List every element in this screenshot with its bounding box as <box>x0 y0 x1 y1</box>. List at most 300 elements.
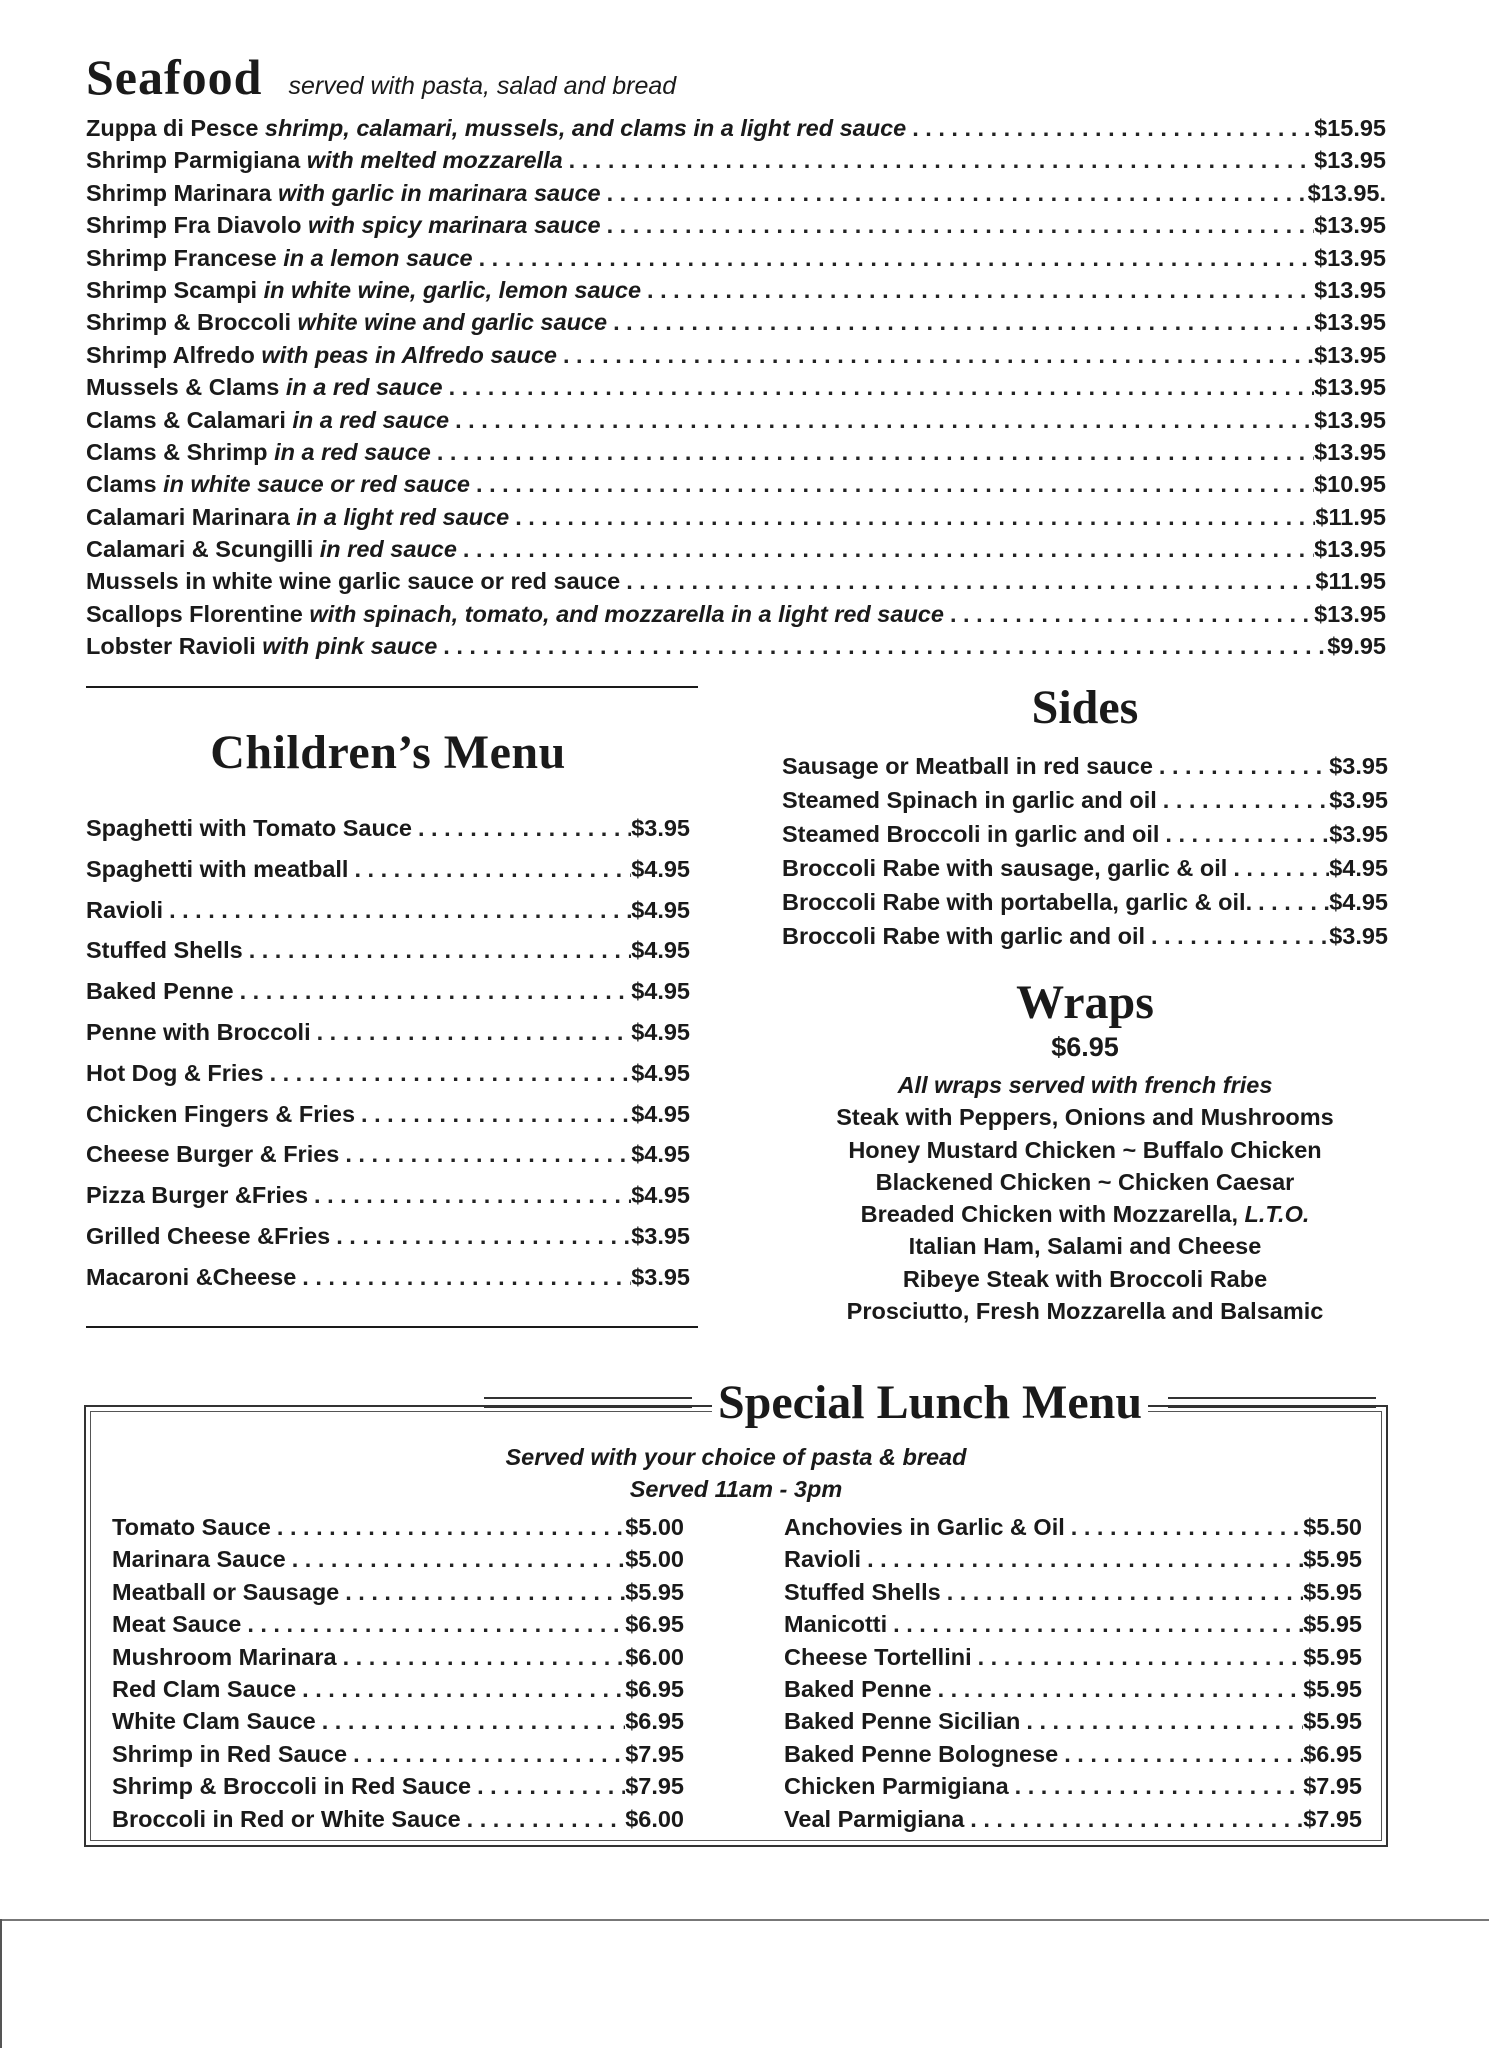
leader-dots <box>906 112 1314 144</box>
menu-item-name-group <box>86 306 607 338</box>
menu-item-name-group <box>784 1738 1058 1770</box>
menu-item-price: $5.00 <box>625 1546 684 1573</box>
menu-item-price: $3.95 <box>631 815 690 841</box>
menu-item-price: $10.95 <box>1314 471 1386 498</box>
menu-item-description: with melted mozzarella <box>306 147 563 174</box>
menu-item-description: in a red sauce <box>292 406 450 433</box>
menu-item-name-group <box>782 885 1252 919</box>
menu-item-name: Ravioli <box>86 896 164 923</box>
menu-item-description: in a red sauce <box>274 438 431 465</box>
menu-item-price: $13.95 <box>1314 244 1386 271</box>
lunch-header-rule-right <box>1168 1397 1376 1408</box>
menu-item-name: Red Clam Sauce <box>112 1675 297 1702</box>
leader-dots <box>1157 783 1329 817</box>
menu-item-name-group <box>86 112 906 144</box>
menu-item-price: $13.95 <box>1314 536 1386 563</box>
wrap-item-lto: L.T.O. <box>1244 1201 1310 1228</box>
menu-item-price: $4.95 <box>631 978 690 1005</box>
menu-item <box>784 1770 1362 1802</box>
menu-item-price: $4.95 <box>631 1018 690 1045</box>
menu-item-price: $3.95 <box>631 1222 690 1249</box>
menu-item-name: Spaghetti with meatball <box>86 855 349 882</box>
childrens-menu-list <box>86 808 690 1298</box>
menu-item-name: Broccoli in Red or White Sauce <box>112 1805 461 1832</box>
menu-item-name-group <box>782 851 1227 885</box>
menu-item <box>86 930 690 971</box>
menu-item-price: $5.50 <box>1303 1514 1362 1540</box>
menu-item <box>782 885 1388 919</box>
menu-item-price: $4.95 <box>1329 889 1388 915</box>
menu-item-price: $6.95 <box>625 1675 684 1702</box>
menu-item <box>86 404 1386 436</box>
menu-item-description: with pink sauce <box>262 633 438 660</box>
menu-item <box>86 209 1386 241</box>
menu-item-price: $13.95 <box>1314 212 1386 239</box>
menu-item <box>112 1738 684 1770</box>
menu-item-description: in a light red sauce <box>296 503 510 530</box>
menu-item-price: $3.95 <box>1329 753 1388 779</box>
sides-title: Sides <box>1031 681 1139 734</box>
sides-list <box>782 749 1388 953</box>
menu-item-name: Broccoli Rabe with portabella, garlic & oil. <box>782 889 1253 915</box>
menu-item <box>86 533 1386 565</box>
lunch-title: Special Lunch Menu <box>712 1375 1148 1430</box>
menu-item-price: $13.95 <box>1314 374 1386 401</box>
menu-item-name: Shrimp & Broccoli in Red Sauce <box>112 1773 472 1800</box>
menu-item-name-group <box>86 1257 296 1298</box>
menu-item-price: $4.95 <box>631 896 690 923</box>
leader-dots <box>964 1803 1303 1835</box>
menu-item <box>784 1576 1362 1608</box>
leader-dots <box>1227 851 1329 885</box>
leader-dots <box>264 1053 632 1094</box>
menu-item-name-group <box>782 817 1159 851</box>
leader-dots <box>563 144 1314 176</box>
menu-item <box>784 1543 1362 1575</box>
menu-item <box>784 1738 1362 1770</box>
menu-item-price: $3.95 <box>1329 821 1388 847</box>
leader-dots <box>443 371 1315 403</box>
menu-item <box>112 1511 684 1543</box>
leader-dots <box>412 808 631 849</box>
wrap-item-text: Breaded Chicken with Mozzarella, <box>860 1201 1239 1228</box>
menu-item <box>112 1803 684 1835</box>
menu-item-name: Pizza Burger &Fries <box>86 1182 309 1209</box>
leader-dots <box>1153 749 1329 783</box>
menu-item-name-group <box>784 1608 887 1640</box>
menu-item-name: White Clam Sauce <box>112 1708 316 1735</box>
menu-item-name: Meatball or Sausage <box>112 1578 340 1605</box>
menu-item <box>86 177 1386 209</box>
lunch-subtitle-line2: Served 11am - 3pm <box>629 1476 843 1502</box>
wrap-item: Blackened Chicken ~ Chicken Caesar <box>875 1168 1295 1195</box>
menu-item-name: Cheese Burger & Fries <box>86 1141 340 1168</box>
menu-item-name-group <box>86 371 443 403</box>
leader-dots <box>941 1576 1304 1608</box>
leader-dots <box>234 971 632 1012</box>
menu-item-name: Calamari Marinara <box>86 503 290 530</box>
menu-item-price: $6.95 <box>625 1611 684 1638</box>
menu-item <box>86 371 1386 403</box>
menu-item-price: $6.95 <box>625 1708 684 1735</box>
leader-dots <box>296 1257 631 1298</box>
leader-dots <box>1145 919 1329 953</box>
menu-item <box>784 1673 1362 1705</box>
menu-item <box>784 1511 1362 1543</box>
menu-item-name-group <box>86 1134 339 1175</box>
menu-item-price: $13.95 <box>1314 341 1386 368</box>
menu-item-name: Meat Sauce <box>112 1611 242 1638</box>
menu-item <box>86 808 690 849</box>
leader-dots <box>431 436 1314 468</box>
leader-dots <box>241 1608 625 1640</box>
menu-item-name: Hot Dog & Fries <box>86 1059 264 1086</box>
menu-item-name: Manicotti <box>784 1611 888 1638</box>
leader-dots <box>347 1738 625 1770</box>
leader-dots <box>1159 817 1329 851</box>
menu-item-name-group <box>86 1094 355 1135</box>
menu-item-description: in white sauce or red sauce <box>163 471 471 498</box>
wraps-title: Wraps <box>1016 976 1154 1029</box>
menu-item <box>784 1641 1362 1673</box>
menu-item <box>86 1175 690 1216</box>
menu-item-price: $5.95 <box>1303 1708 1362 1735</box>
menu-item-name: Clams <box>86 471 157 498</box>
menu-item-description: shrimp, calamari, mussels, and clams in a light red sauce <box>264 115 907 141</box>
menu-item-name: Broccoli Rabe with sausage, garlic & oil <box>782 855 1228 881</box>
menu-item <box>86 890 690 931</box>
menu-item-name-group <box>784 1803 964 1835</box>
menu-item <box>86 112 1386 144</box>
seafood-subtitle: served with pasta, salad and bread <box>288 72 677 100</box>
menu-item-name: Tomato Sauce <box>112 1514 271 1540</box>
menu-item-price: $3.95 <box>1329 787 1388 813</box>
menu-item-name: Veal Parmigiana <box>784 1805 965 1832</box>
menu-item-name-group <box>86 565 620 597</box>
leader-dots <box>337 1641 626 1673</box>
leader-dots <box>1252 885 1329 919</box>
menu-item-name: Macaroni &Cheese <box>86 1263 297 1290</box>
menu-item-name-group <box>112 1641 337 1673</box>
menu-item-name-group <box>86 1053 264 1094</box>
leader-dots <box>861 1543 1303 1575</box>
seafood-header <box>86 48 1386 106</box>
menu-item-name-group <box>784 1511 1065 1543</box>
menu-item <box>86 1216 690 1257</box>
wrap-item <box>782 1198 1388 1230</box>
menu-item <box>86 1257 690 1298</box>
menu-item-name-group <box>86 533 457 565</box>
leader-dots <box>437 630 1327 662</box>
menu-item-price: $5.95 <box>1303 1546 1362 1573</box>
menu-item <box>112 1673 684 1705</box>
leader-dots <box>243 930 632 971</box>
leader-dots <box>473 242 1315 274</box>
leader-dots <box>449 404 1314 436</box>
menu-item-name-group <box>784 1543 861 1575</box>
menu-item-price: $5.95 <box>1303 1578 1362 1605</box>
page-left-edge <box>0 1919 2 2048</box>
menu-item <box>782 749 1388 783</box>
menu-item-price: $4.95 <box>631 1059 690 1086</box>
menu-item-name: Sausage or Meatball in red sauce <box>782 753 1153 779</box>
lunch-header <box>84 1375 1388 1430</box>
menu-item-price: $13.95 <box>1314 147 1386 174</box>
menu-item-price: $6.95 <box>1303 1740 1362 1767</box>
leader-dots <box>932 1673 1304 1705</box>
menu-item <box>112 1543 684 1575</box>
menu-item <box>86 565 1386 597</box>
menu-item-name: Shrimp Parmigiana <box>86 147 301 174</box>
menu-item-name: Ravioli <box>784 1546 862 1573</box>
sides-section <box>782 680 1388 953</box>
menu-item-name-group <box>86 177 601 209</box>
menu-item-price: $13.95 <box>1314 600 1386 627</box>
seafood-section <box>86 48 1386 663</box>
divider-children-bottom <box>86 1326 698 1328</box>
menu-item-name: Anchovies in Garlic & Oil <box>784 1514 1065 1540</box>
menu-item-name-group <box>112 1608 241 1640</box>
menu-item-name: Lobster Ravioli <box>86 633 256 660</box>
menu-item-name-group <box>112 1511 271 1543</box>
menu-item-name: Mussels in white wine garlic sauce or red sauce <box>86 568 621 595</box>
menu-item <box>86 598 1386 630</box>
menu-item-name: Calamari & Scungilli <box>86 536 314 563</box>
menu-item <box>784 1608 1362 1640</box>
menu-item-price: $7.95 <box>1303 1773 1362 1800</box>
menu-item-price: $11.95 <box>1315 568 1386 595</box>
menu-item-name: Stuffed Shells <box>784 1578 941 1605</box>
menu-item-price: $7.95 <box>1303 1805 1362 1832</box>
menu-item-description: in white wine, garlic, lemon sauce <box>263 276 642 303</box>
menu-item <box>112 1770 684 1802</box>
menu-item-name: Mushroom Marinara <box>112 1643 337 1670</box>
menu-item-name-group <box>784 1770 1009 1802</box>
menu-item-price: $4.95 <box>631 937 690 964</box>
menu-item-name-group <box>86 849 348 890</box>
leader-dots <box>316 1705 625 1737</box>
menu-item <box>86 1053 690 1094</box>
leader-dots <box>286 1543 625 1575</box>
leader-dots <box>1020 1705 1303 1737</box>
menu-item-name: Scallops Florentine <box>86 600 303 627</box>
menu-item-price: $13.95 <box>1314 438 1386 465</box>
menu-item-name-group <box>86 501 509 533</box>
menu-item <box>782 817 1388 851</box>
menu-item-name-group <box>86 971 234 1012</box>
menu-item <box>86 630 1386 662</box>
leader-dots <box>944 598 1314 630</box>
menu-item-price: $13.95 <box>1314 406 1386 433</box>
menu-item-price: $4.95 <box>1329 855 1388 881</box>
lunch-header-rule-left <box>484 1397 692 1408</box>
childrens-menu-title: Children’s Menu <box>210 726 566 779</box>
menu-item-name-group <box>86 436 431 468</box>
menu-item-name: Steamed Spinach in garlic and oil <box>782 787 1157 813</box>
menu-item-description: white wine and garlic sauce <box>297 309 608 336</box>
menu-item-price: $7.95 <box>625 1740 684 1767</box>
menu-item <box>782 783 1388 817</box>
menu-item-name: Grilled Cheese &Fries <box>86 1222 331 1249</box>
leader-dots <box>470 468 1314 500</box>
leader-dots <box>601 209 1315 241</box>
menu-item-name-group <box>112 1770 471 1802</box>
leader-dots <box>1009 1770 1304 1802</box>
leader-dots <box>1058 1738 1303 1770</box>
leader-dots <box>557 339 1314 371</box>
lunch-subtitle <box>84 1441 1388 1505</box>
leader-dots <box>457 533 1314 565</box>
menu-item-description: in red sauce <box>319 536 457 563</box>
menu-item-name: Stuffed Shells <box>86 937 243 964</box>
menu-item <box>86 242 1386 274</box>
leader-dots <box>641 274 1314 306</box>
page-bottom-rule <box>0 1919 1489 1921</box>
leader-dots <box>509 501 1315 533</box>
menu-item-name-group <box>86 808 412 849</box>
menu-item-price: $5.95 <box>625 1578 684 1605</box>
menu-item-name: Baked Penne Bolognese <box>784 1740 1059 1767</box>
leader-dots <box>887 1608 1303 1640</box>
menu-item-name: Spaghetti with Tomato Sauce <box>86 815 412 841</box>
wraps-price: $6.95 <box>1051 1032 1119 1062</box>
menu-item-name-group <box>784 1641 972 1673</box>
menu-item-price: $11.95 <box>1315 503 1386 530</box>
menu-item <box>86 274 1386 306</box>
leader-dots <box>339 1576 625 1608</box>
menu-item-price: $7.95 <box>625 1773 684 1800</box>
menu-item-price: $6.00 <box>625 1643 684 1670</box>
menu-item-name-group <box>86 339 557 371</box>
wrap-item: Honey Mustard Chicken ~ Buffalo Chicken <box>848 1136 1322 1163</box>
menu-item <box>112 1641 684 1673</box>
menu-item-description: with garlic in marinara sauce <box>277 179 601 206</box>
menu-item-name: Shrimp & Broccoli <box>86 309 292 336</box>
leader-dots <box>311 1012 632 1053</box>
menu-item-price: $4.95 <box>631 1182 690 1209</box>
menu-item-name-group <box>86 1216 330 1257</box>
menu-item-description: in a lemon sauce <box>283 244 473 271</box>
childrens-menu-section <box>86 725 690 1298</box>
menu-item-name-group <box>782 783 1157 817</box>
menu-item <box>782 851 1388 885</box>
menu-item-name: Clams & Calamari <box>86 406 286 433</box>
menu-item-name: Baked Penne Sicilian <box>784 1708 1021 1735</box>
menu-item-name-group <box>112 1705 316 1737</box>
menu-item-name: Baked Penne <box>784 1675 932 1702</box>
leader-dots <box>330 1216 631 1257</box>
menu-item <box>86 468 1386 500</box>
menu-item-name-group <box>112 1803 461 1835</box>
menu-item-description: with peas in Alfredo sauce <box>261 341 557 368</box>
wraps-note: All wraps served with french fries <box>897 1072 1273 1098</box>
wrap-item: Prosciutto, Fresh Mozzarella and Balsamic <box>846 1298 1324 1325</box>
leader-dots <box>607 306 1314 338</box>
menu-item <box>86 339 1386 371</box>
leader-dots <box>339 1134 631 1175</box>
menu-item <box>86 501 1386 533</box>
menu-item-name-group <box>86 209 601 241</box>
menu-item-name: Shrimp Scampi <box>86 276 258 303</box>
wrap-item: Ribeye Steak with Broccoli Rabe <box>902 1265 1268 1292</box>
menu-item-name: Zuppa di Pesce <box>86 115 259 141</box>
menu-item <box>86 306 1386 338</box>
menu-item <box>112 1705 684 1737</box>
menu-item-name-group <box>86 890 163 931</box>
menu-item-name: Broccoli Rabe with garlic and oil <box>782 923 1146 949</box>
menu-item-name-group <box>86 930 243 971</box>
wrap-item: Steak with Peppers, Onions and Mushrooms <box>836 1104 1334 1131</box>
menu-item-price: $5.95 <box>1303 1675 1362 1702</box>
menu-item-price: $5.95 <box>1303 1611 1362 1638</box>
menu-item <box>86 971 690 1012</box>
menu-item-name: Penne with Broccoli <box>86 1018 311 1045</box>
seafood-title: Seafood <box>86 49 263 105</box>
menu-item <box>86 1094 690 1135</box>
menu-item <box>86 849 690 890</box>
menu-item <box>112 1576 684 1608</box>
menu-item-price: $13.95 <box>1314 276 1386 303</box>
menu-item-name-group <box>86 468 470 500</box>
menu-item-price: $3.95 <box>1329 923 1388 949</box>
menu-item <box>86 144 1386 176</box>
menu-item-description: with spinach, tomato, and mozzarella in a light red sauce <box>309 600 944 627</box>
menu-item-name: Baked Penne <box>86 978 234 1005</box>
leader-dots <box>601 177 1308 209</box>
menu-item <box>86 436 1386 468</box>
menu-item-name-group <box>86 404 449 436</box>
leader-dots <box>163 890 631 931</box>
lunch-list-left <box>112 1511 684 1835</box>
menu-item-price: $4.95 <box>631 855 690 882</box>
menu-item <box>784 1705 1362 1737</box>
menu-item-name: Marinara Sauce <box>112 1546 286 1573</box>
leader-dots <box>296 1673 625 1705</box>
menu-item-description: in a red sauce <box>285 374 443 401</box>
menu-item-name: Chicken Parmigiana <box>784 1773 1009 1800</box>
seafood-list <box>86 112 1386 663</box>
menu-item-price: $5.95 <box>1303 1643 1362 1670</box>
menu-item <box>112 1608 684 1640</box>
leader-dots <box>620 565 1315 597</box>
menu-item-name-group <box>112 1543 286 1575</box>
menu-item-name: Cheese Tortellini <box>784 1643 972 1670</box>
menu-item-name: Shrimp Alfredo <box>86 341 255 368</box>
menu-item <box>86 1012 690 1053</box>
leader-dots <box>271 1511 625 1543</box>
menu-item-name-group <box>86 242 473 274</box>
menu-item-name: Shrimp in Red Sauce <box>112 1740 348 1767</box>
menu-item-name-group <box>86 144 563 176</box>
menu-item-name-group <box>112 1673 296 1705</box>
leader-dots <box>355 1094 631 1135</box>
menu-item-price: $4.95 <box>631 1141 690 1168</box>
menu-item-name-group <box>782 749 1153 783</box>
menu-item-price: $6.00 <box>625 1805 684 1832</box>
leader-dots <box>1065 1511 1303 1543</box>
leader-dots <box>308 1175 631 1216</box>
leader-dots <box>972 1641 1304 1673</box>
menu-item-name-group <box>782 919 1145 953</box>
menu-item-name-group <box>784 1576 941 1608</box>
menu-item <box>782 919 1388 953</box>
menu-item-name: Shrimp Marinara <box>86 179 272 206</box>
menu-item <box>784 1803 1362 1835</box>
menu-item-price: $5.00 <box>625 1514 684 1540</box>
menu-item-price: $9.95 <box>1327 633 1386 660</box>
lunch-subtitle-line1: Served with your choice of pasta & bread <box>505 1444 967 1470</box>
menu-item <box>86 1134 690 1175</box>
